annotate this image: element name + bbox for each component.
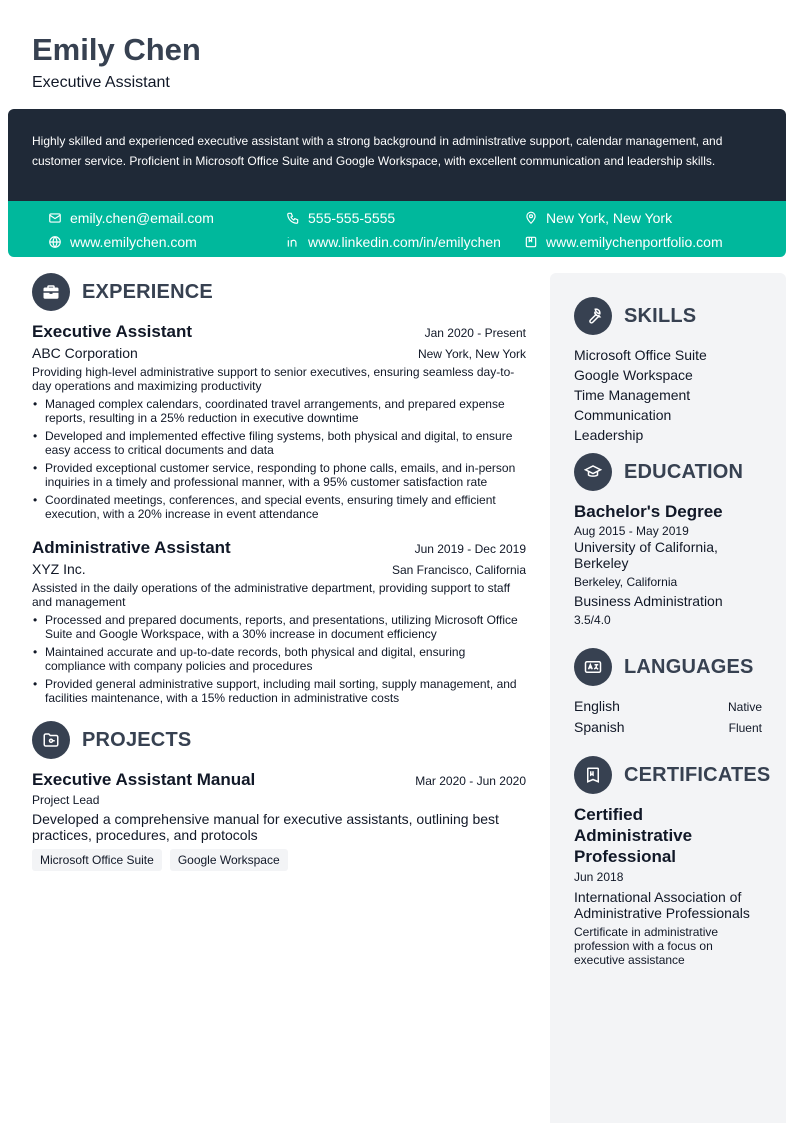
job-title: Administrative Assistant bbox=[32, 538, 231, 557]
skills-list bbox=[574, 345, 762, 445]
skill-item: Microsoft Office Suite bbox=[574, 347, 707, 363]
language-item bbox=[574, 717, 762, 738]
phone-text: 555-555-5555 bbox=[308, 210, 396, 226]
summary-banner bbox=[8, 109, 786, 201]
contact-website[interactable] bbox=[48, 233, 197, 251]
job-location: San Francisco, California bbox=[391, 563, 526, 577]
job-description: Assisted in the daily operations of the administrative department, providing support to staff and management bbox=[32, 581, 511, 609]
skills-heading: SKILLS bbox=[624, 304, 697, 327]
project-entry bbox=[32, 769, 526, 871]
contact-location bbox=[524, 209, 672, 227]
job-bullet: • Coordinated meetings, conferences, and special events, ensuring timely and efficient execution, with a 20% increase in event attendance bbox=[32, 493, 526, 521]
job-bullet: • Maintained accurate and up-to-date records, both physical and digital, ensuring compliance with company policies and procedures bbox=[32, 645, 526, 673]
globe-icon bbox=[48, 235, 62, 249]
contact-portfolio[interactable] bbox=[524, 233, 723, 251]
certificate-entry bbox=[574, 804, 762, 967]
job-bullet: • Processed and prepared documents, reports, and presentations, utilizing Microsoft Office Suite and Google Workspace, with a 30% increase in document efficiency bbox=[32, 613, 526, 641]
experience-section-header bbox=[32, 273, 526, 311]
job-title: Executive Assistant bbox=[32, 322, 192, 341]
language-item bbox=[574, 696, 762, 717]
contact-linkedin[interactable] bbox=[286, 233, 501, 251]
certificates-heading: CERTIFICATES bbox=[624, 763, 771, 786]
certificates-section-header bbox=[574, 756, 771, 794]
job-date: Jun 2019 - Dec 2019 bbox=[414, 542, 526, 556]
project-tag: Google Workspace bbox=[170, 849, 288, 871]
sidebar bbox=[550, 273, 786, 1123]
languages-heading: LANGUAGES bbox=[624, 655, 754, 678]
certificate-name: Certified Administrative Professional bbox=[574, 805, 693, 866]
translate-icon bbox=[574, 648, 612, 686]
job-bullet: • Provided exceptional customer service, responding to phone calls, emails, and in-person inquiries in a timely and professional manner, with a 95% customer satisfaction rate bbox=[32, 461, 526, 489]
skill-item: Leadership bbox=[574, 427, 644, 443]
linkedin-icon bbox=[286, 235, 300, 249]
skills-section-header bbox=[574, 297, 762, 335]
languages-list bbox=[574, 696, 762, 738]
project-title: Executive Assistant Manual bbox=[32, 770, 256, 789]
job-bullet: • Developed and implemented effective filing systems, both physical and digital, to ensure easy access to critical documents and data bbox=[32, 429, 526, 457]
project-date: Mar 2020 - Jun 2020 bbox=[415, 774, 526, 788]
candidate-name: Emily Chen bbox=[32, 32, 201, 67]
contact-bar bbox=[8, 201, 786, 257]
certificate-description: Certificate in administrative profession with a focus on executive assistance bbox=[574, 925, 719, 967]
skill-item: Communication bbox=[574, 407, 672, 423]
job-bullet: • Provided general administrative support, including mail sorting, supply management, and facilities maintenance, with a 15% reduction in administrative costs bbox=[32, 677, 526, 705]
project-tag: Microsoft Office Suite bbox=[32, 849, 162, 871]
folder-icon bbox=[32, 721, 70, 759]
email-text: emily.chen@email.com bbox=[70, 210, 214, 226]
certificate-icon bbox=[574, 756, 612, 794]
job-description: Providing high-level administrative support to senior executives, ensuring seamless day-to-day operations and maximizing productivity bbox=[32, 365, 515, 393]
languages-section-header bbox=[574, 648, 762, 686]
field-of-study: Business Administration bbox=[574, 593, 723, 609]
education-section-header bbox=[574, 453, 762, 491]
projects-section-header bbox=[32, 721, 526, 759]
website-text: www.emilychen.com bbox=[70, 234, 197, 250]
company-name: XYZ Inc. bbox=[32, 561, 86, 577]
project-role: Project Lead bbox=[32, 793, 100, 807]
experience-entry bbox=[32, 321, 526, 521]
certificate-date: Jun 2018 bbox=[574, 870, 624, 884]
gpa: 3.5/4.0 bbox=[574, 613, 611, 627]
company-name: ABC Corporation bbox=[32, 345, 138, 361]
summary-text: Highly skilled and experienced executive assistant with a strong background in administrative support, calendar management, and customer service. Proficient in Microsoft Office Suite and Google Workspace, with excellent communication and leadership skills. bbox=[32, 134, 723, 168]
education-heading: EDUCATION bbox=[624, 460, 744, 483]
contact-email[interactable] bbox=[48, 209, 214, 227]
portfolio-text: www.emilychenportfolio.com bbox=[546, 234, 723, 250]
graduation-cap-icon bbox=[574, 453, 612, 491]
briefcase-icon bbox=[32, 273, 70, 311]
candidate-title: Executive Assistant bbox=[32, 74, 170, 91]
skill-item: Google Workspace bbox=[574, 367, 693, 383]
main-column bbox=[32, 273, 526, 887]
resume-header bbox=[32, 30, 201, 92]
education-entry bbox=[574, 501, 762, 628]
language-name: Spanish bbox=[574, 719, 625, 735]
project-description: Developed a comprehensive manual for executive assistants, outlining best practices, procedures, and protocols bbox=[32, 811, 499, 843]
phone-icon bbox=[286, 211, 300, 225]
language-level: Fluent bbox=[728, 721, 762, 735]
experience-heading: EXPERIENCE bbox=[82, 280, 213, 303]
contact-phone[interactable] bbox=[286, 209, 395, 227]
degree: Bachelor's Degree bbox=[574, 502, 723, 521]
job-location: New York, New York bbox=[417, 347, 526, 361]
portfolio-icon bbox=[524, 235, 538, 249]
map-pin-icon bbox=[524, 211, 538, 225]
school-name: University of California, Berkeley bbox=[574, 539, 718, 571]
school-location: Berkeley, California bbox=[574, 575, 678, 589]
job-bullets bbox=[32, 397, 526, 521]
projects-heading: PROJECTS bbox=[82, 728, 192, 751]
skill-item: Time Management bbox=[574, 387, 691, 403]
mail-icon bbox=[48, 211, 62, 225]
language-name: English bbox=[574, 698, 620, 714]
experience-entry bbox=[32, 537, 526, 705]
project-tags bbox=[32, 849, 526, 871]
certificate-issuer: International Association of Administrative Professionals bbox=[574, 889, 750, 921]
location-text: New York, New York bbox=[546, 210, 673, 226]
job-date: Jan 2020 - Present bbox=[424, 326, 526, 340]
wrench-icon bbox=[574, 297, 612, 335]
job-bullets bbox=[32, 613, 526, 705]
language-level: Native bbox=[727, 700, 762, 714]
education-date: Aug 2015 - May 2019 bbox=[574, 524, 689, 538]
linkedin-text: www.linkedin.com/in/emilychen bbox=[308, 234, 501, 250]
job-bullet: • Managed complex calendars, coordinated travel arrangements, and prepared expense reports, resulting in a 25% reduction in executive downtime bbox=[32, 397, 526, 425]
